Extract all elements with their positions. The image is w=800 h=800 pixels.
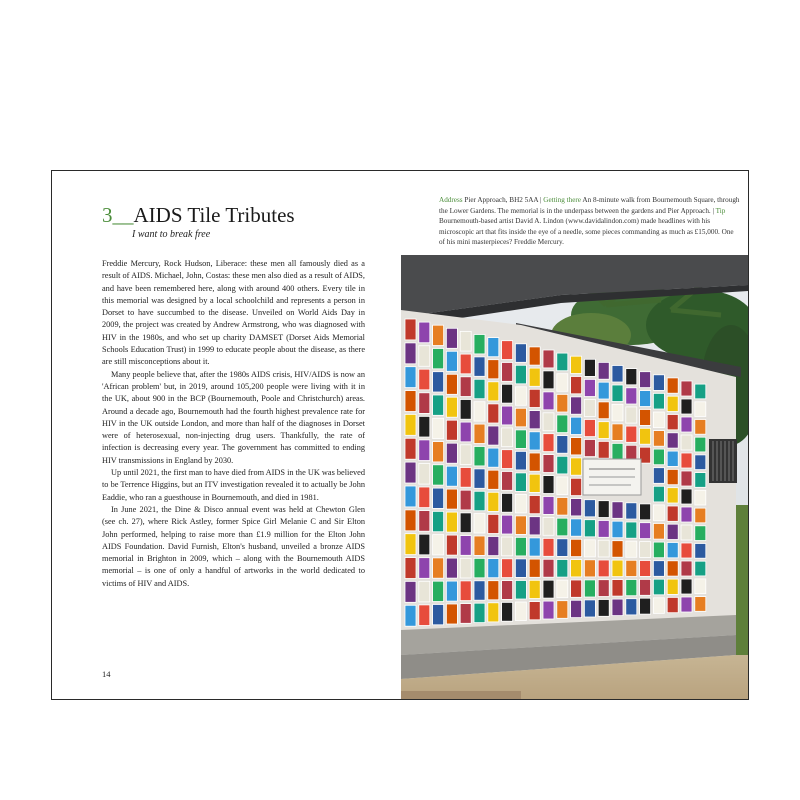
memorial-tile <box>515 559 526 578</box>
memorial-tile <box>653 561 664 577</box>
memorial-tile <box>681 471 692 486</box>
memorial-tile <box>681 597 692 612</box>
memorial-tile <box>515 344 526 363</box>
memorial-tile <box>419 605 430 626</box>
memorial-tile <box>474 558 485 577</box>
memorial-tile <box>598 521 609 538</box>
memorial-tile <box>695 561 706 576</box>
chapter-title-text: AIDS Tile Tributes <box>133 203 295 227</box>
memorial-tile <box>681 525 692 540</box>
memorial-tile <box>419 511 430 532</box>
memorial-tile <box>488 382 499 401</box>
memorial-tile <box>612 366 623 383</box>
memorial-tile <box>653 468 664 484</box>
memorial-tile <box>653 505 664 521</box>
memorial-tile <box>460 400 471 420</box>
memorial-tile <box>502 406 513 425</box>
memorial-tile <box>667 433 678 448</box>
memorial-tile <box>695 544 706 559</box>
address-label: Address <box>439 196 463 204</box>
memorial-tile <box>543 559 554 577</box>
memorial-tile <box>653 393 664 409</box>
memorial-tile <box>626 426 637 442</box>
memorial-tile <box>474 335 485 354</box>
memorial-tile <box>460 490 471 510</box>
memorial-tile <box>667 415 678 430</box>
memorial-tile <box>653 542 664 558</box>
memorial-tile <box>488 514 499 533</box>
memorial-tile <box>598 402 609 419</box>
memorial-tile <box>446 397 457 417</box>
memorial-tile <box>419 393 430 414</box>
memorial-tile <box>405 486 416 507</box>
memorial-tile <box>681 543 692 558</box>
memorial-tile <box>433 511 444 531</box>
memorial-tile <box>446 512 457 532</box>
memorial-tile <box>515 581 526 600</box>
memorial-tile <box>502 537 513 556</box>
memorial-tile <box>640 428 651 444</box>
address-text: Pier Approach, BH2 5AA <box>464 196 539 204</box>
memorial-tile <box>474 491 485 510</box>
memorial-tile <box>667 488 678 503</box>
memorial-tile <box>571 560 582 577</box>
memorial-tile <box>405 462 416 483</box>
memorial-tile <box>695 579 706 594</box>
getting-there-text: An 8-minute walk from Bournemouth Square, through the Lower Gardens. The memorial is in the underpass between the gardens and Pier Approach. <box>439 196 740 215</box>
memorial-tile <box>626 580 637 596</box>
memorial-tile <box>446 581 457 601</box>
memorial-tile <box>557 560 568 578</box>
memorial-tile <box>488 426 499 445</box>
tip-label: Tip <box>715 206 726 215</box>
memorial-tile <box>488 360 499 379</box>
memorial-tile <box>460 354 471 374</box>
memorial-tile <box>460 331 471 351</box>
memorial-tile <box>681 399 692 414</box>
memorial-tile <box>695 420 706 435</box>
memorial-tile <box>681 489 692 504</box>
memorial-tile <box>446 351 457 371</box>
memorial-tile <box>488 470 499 489</box>
memorial-tile <box>653 431 664 447</box>
memorial-tile <box>543 517 554 535</box>
memorial-tile <box>446 558 457 578</box>
memorial-tile <box>488 537 499 556</box>
memorial-tile <box>543 350 554 368</box>
book-spread <box>51 170 749 700</box>
memorial-tile <box>529 389 540 407</box>
memorial-tile <box>488 448 499 467</box>
memorial-tile <box>419 416 430 437</box>
memorial-tile <box>695 384 706 399</box>
memorial-tile <box>543 497 554 515</box>
page-number: 14 <box>102 669 111 679</box>
info-separator: | <box>538 196 544 204</box>
memorial-tile <box>667 597 678 612</box>
memorial-tile <box>529 559 540 577</box>
memorial-tile <box>515 430 526 449</box>
memorial-tile <box>460 604 471 624</box>
memorial-tile <box>612 521 623 538</box>
memorial-tile <box>557 477 568 495</box>
memorial-tile <box>460 513 471 533</box>
memorial-tile <box>446 466 457 486</box>
memorial-tile <box>626 522 637 538</box>
memorial-tile <box>502 493 513 512</box>
memorial-tile <box>695 402 706 417</box>
memorial-tile <box>626 407 637 423</box>
memorial-tile <box>515 494 526 513</box>
memorial-tile <box>626 369 637 385</box>
memorial-tile <box>626 541 637 557</box>
memorial-tile <box>612 502 623 519</box>
left-page <box>52 171 401 699</box>
memorial-tile <box>557 415 568 433</box>
memorial-tile <box>598 560 609 577</box>
memorial-tile <box>460 377 471 397</box>
memorial-tile <box>460 536 471 556</box>
memorial-tile <box>640 391 651 407</box>
memorial-tile <box>584 560 595 577</box>
memorial-tile <box>681 453 692 468</box>
memorial-tile <box>584 420 595 437</box>
memorial-tile <box>571 458 582 475</box>
memorial-tile <box>543 580 554 598</box>
memorial-tile <box>405 558 416 579</box>
memorial-tile <box>612 599 623 616</box>
memorial-tile <box>681 507 692 522</box>
memorial-tile <box>667 543 678 558</box>
chapter-separator: __ <box>112 203 134 227</box>
memorial-tile <box>405 343 416 364</box>
memorial-tile <box>612 385 623 402</box>
memorial-tile <box>640 523 651 539</box>
memorial-tile <box>474 447 485 466</box>
memorial-tile <box>612 541 623 558</box>
memorial-tile <box>695 508 706 523</box>
memorial-tile <box>419 464 430 485</box>
memorial-tile <box>584 600 595 617</box>
memorial-tile <box>405 510 416 531</box>
memorial-tile <box>543 455 554 473</box>
memorial-tile <box>598 540 609 557</box>
memorial-tile <box>529 368 540 386</box>
memorial-tile <box>446 489 457 509</box>
memorial-tile <box>695 526 706 541</box>
memorial-tile <box>557 374 568 392</box>
memorial-tile <box>433 395 444 415</box>
memorial-tile <box>515 516 526 535</box>
memorial-tile <box>502 384 513 403</box>
memorial-tile <box>502 472 513 491</box>
memorial-tile <box>584 379 595 396</box>
memorial-tile <box>640 561 651 577</box>
info-box <box>401 171 748 255</box>
memorial-tile <box>640 598 651 614</box>
memorial-tile <box>419 322 430 343</box>
memorial-tile <box>433 558 444 578</box>
memorial-tile <box>446 328 457 348</box>
memorial-tile <box>502 341 513 360</box>
memorial-tile <box>515 451 526 470</box>
memorial-tile <box>571 499 582 516</box>
getting-there-label: Getting there <box>543 196 582 204</box>
memorial-tile <box>419 558 430 579</box>
memorial-tile <box>557 539 568 557</box>
memorial-tile <box>584 440 595 457</box>
memorial-tile <box>502 363 513 382</box>
chapter-number: 3 <box>102 203 113 227</box>
memorial-tile <box>433 581 444 601</box>
memorial-tile <box>529 411 540 429</box>
memorial-tile <box>502 602 513 621</box>
memorial-tile <box>640 579 651 595</box>
memorial-tile <box>667 469 678 484</box>
memorial-tile <box>446 535 457 555</box>
memorial-tile <box>612 560 623 577</box>
memorial-tile <box>405 605 416 626</box>
memorial-tile <box>529 602 540 620</box>
memorial-tile <box>529 580 540 598</box>
memorial-tile <box>419 440 430 461</box>
memorial-tile <box>653 524 664 540</box>
memorial-tile <box>405 391 416 412</box>
memorial-tile <box>502 450 513 469</box>
memorial-tile <box>557 498 568 516</box>
memorial-tile <box>557 580 568 598</box>
memorial-tile <box>515 365 526 384</box>
memorial-tile <box>626 599 637 615</box>
memorial-tile <box>515 602 526 621</box>
info-separator: | <box>710 206 716 215</box>
memorial-tile <box>557 518 568 536</box>
memorial-tile <box>598 441 609 458</box>
memorial-tile <box>584 500 595 517</box>
memorial-tile <box>502 581 513 600</box>
memorial-tile <box>405 438 416 459</box>
memorial-tile <box>584 580 595 597</box>
memorial-tile <box>474 514 485 533</box>
tip-text: Bournemouth-based artist David A. Lindon (www.davidalindon.com) made headlines with his microscopic art that fits inside the eye of a needle, some pieces commanding as much as £15,000. One of his mini masterpieces? Freddie Mercury. <box>439 217 734 247</box>
memorial-tile <box>571 478 582 495</box>
memorial-tile <box>446 420 457 440</box>
memorial-tile <box>571 539 582 556</box>
memorial-tile <box>474 469 485 488</box>
right-page <box>401 171 748 699</box>
memorial-tile <box>433 488 444 508</box>
memorial-tile <box>598 580 609 597</box>
memorial-tile <box>571 356 582 373</box>
memorial-tile <box>405 414 416 435</box>
memorial-tile <box>695 473 706 488</box>
memorial-tile <box>460 445 471 465</box>
memorial-tile <box>612 424 623 441</box>
memorial-tile <box>557 601 568 619</box>
memorial-tile <box>598 362 609 379</box>
memorial-tile <box>667 524 678 539</box>
memorial-tile <box>571 600 582 617</box>
memorial-tile <box>640 504 651 520</box>
memorial-tile <box>446 374 457 394</box>
memorial-tile <box>598 382 609 399</box>
memorial-tile <box>529 347 540 365</box>
memorial-tile <box>571 438 582 455</box>
memorial-tile <box>488 559 499 578</box>
memorial-tile <box>653 579 664 595</box>
paragraph-3: Up until 2021, the first man to have died from AIDS in the UK was believed to be Terrence Higgins, but an ITV investigation revealed it to actually be John Eaddie, who ran a guesthouse in Bournemouth, and died in 1981. <box>102 468 365 502</box>
memorial-tile <box>681 561 692 576</box>
memorial-tile <box>681 579 692 594</box>
memorial-tile <box>405 319 416 340</box>
memorial-tile <box>653 412 664 428</box>
memorial-tile <box>419 581 430 602</box>
memorial-tile <box>433 442 444 462</box>
memorial-tile <box>529 453 540 471</box>
memorial-tile <box>653 486 664 502</box>
memorial-tile <box>695 455 706 470</box>
memorial-tile <box>543 371 554 389</box>
paragraph-1: Freddie Mercury, Rock Hudson, Liberace: these men all famously died as a result of AIDS. Michael, John, Costas: these men also died as a result of AIDS, and have been remembered here, along with around 400 others. Every tile in this memorial was designed by a local schoolchild and represents a person in Dorset to have succumbed to the disease. Unveiled on World Aids Day in 2009, the project was created by Andrew Armstrong, who was diagnosed with HIV in the 1980s, and who set up charity DAMSET (Dorset Aids Memorial Schools Education Trust) in 1999 to educate people about the disease, as there are still misconceptions about it. <box>102 259 365 367</box>
memorial-tile <box>584 359 595 376</box>
memorial-tile <box>667 579 678 594</box>
body-text <box>102 258 365 590</box>
memorial-tile <box>460 581 471 601</box>
memorial-tile <box>405 581 416 602</box>
memorial-tile <box>557 394 568 412</box>
memorial-tile <box>640 542 651 558</box>
memorial-tile <box>653 598 664 614</box>
memorial-tile <box>571 377 582 394</box>
memorial-tile <box>502 428 513 447</box>
memorial-tile <box>681 435 692 450</box>
memorial-tile <box>695 490 706 505</box>
memorial-tile <box>529 496 540 514</box>
memorial-tile <box>488 492 499 511</box>
memorial-tile <box>598 422 609 439</box>
memorial-tile <box>433 372 444 392</box>
memorial-tile <box>515 408 526 427</box>
memorial-tile <box>695 597 706 612</box>
memorial-tile <box>474 357 485 376</box>
memorial-tile <box>529 538 540 556</box>
memorial-tile <box>543 601 554 619</box>
memorial-tile <box>667 378 678 393</box>
memorial-tile <box>667 451 678 466</box>
memorial-tile <box>488 404 499 423</box>
memorial-tile <box>557 456 568 474</box>
memorial-tile <box>502 559 513 578</box>
memorial-tile <box>433 465 444 485</box>
memorial-tile <box>543 392 554 410</box>
memorial-tile <box>640 410 651 426</box>
memorial-tile <box>460 422 471 442</box>
memorial-tile <box>612 443 623 460</box>
memorial-tile <box>529 517 540 535</box>
memorial-tile <box>474 603 485 622</box>
memorial-tile <box>488 603 499 622</box>
memorial-tile <box>584 540 595 557</box>
memorial-tile <box>598 501 609 518</box>
memorial-tile <box>653 375 664 391</box>
memorial-tile <box>681 381 692 396</box>
memorial-tile <box>571 397 582 414</box>
memorial-tile <box>433 535 444 555</box>
memorial-tile <box>529 432 540 450</box>
memorial-tile <box>626 560 637 576</box>
memorial-tile <box>446 604 457 624</box>
memorial-tile <box>474 536 485 555</box>
memorial-tile <box>474 379 485 398</box>
memorial-tile <box>460 468 471 488</box>
memorial-tile <box>433 605 444 625</box>
memorial-tile <box>405 534 416 555</box>
memorial-tile <box>667 506 678 521</box>
chapter-subtitle: I want to break free <box>132 229 211 240</box>
memorial-photo <box>401 255 748 699</box>
memorial-tile <box>419 534 430 555</box>
memorial-tile <box>681 417 692 432</box>
memorial-tile <box>626 388 637 404</box>
memorial-tile <box>557 436 568 454</box>
memorial-tile <box>543 413 554 431</box>
memorial-tile <box>405 367 416 388</box>
memorial-tile <box>612 580 623 597</box>
paragraph-4: In June 2021, the Dine & Disco annual event was held at Chewton Glen (see ch. 27), where Rick Astley, former Spice Girl Melanie C and Sir Elton John performed, helping to raise more than £1.9 million for the Elton John AIDS Foundation. David Furnish, Elton's husband, unveiled a bronze AIDS memorial in Brighton in 2009, which – along with the Bournemouth AIDS memorial – is one of only a handful of artworks in the world dedicated to victims of HIV and AIDS. <box>102 504 365 588</box>
memorial-tile <box>571 417 582 434</box>
memorial-tile <box>584 520 595 537</box>
memorial-tile <box>543 434 554 452</box>
chapter-title <box>102 203 295 228</box>
memorial-tile <box>584 399 595 416</box>
memorial-tile <box>502 515 513 534</box>
memorial-tile <box>667 396 678 411</box>
memorial-tile <box>571 580 582 597</box>
paragraph-2: Many people believe that, after the 1980s AIDS crisis, HIV/AIDS is now an 'African problem' but, in 2019, around 105,200 people were living with it in the UK, about 900 in the BCP (Bournemouth, Poole and Christchurch) areas. Around a decade ago, Bournemouth had the fourth highest prevalence rate for HIV in the UK outside London, and more than half of the diagnoses in Dorset were of heterosexual, non-injecting drug users. Thankfully, the rate of infection is decreasing every year. The government has committed to ending HIV transmissions in England by 2030. <box>102 369 365 465</box>
memorial-tile <box>488 581 499 600</box>
memorial-tile <box>543 476 554 494</box>
memorial-tile <box>446 443 457 463</box>
memorial-tile <box>640 372 651 388</box>
memorial-tile <box>598 600 609 617</box>
memorial-tile <box>433 349 444 369</box>
memorial-tile <box>419 487 430 508</box>
memorial-tile <box>515 387 526 406</box>
memorial-tile <box>460 558 471 578</box>
memorial-tile <box>695 437 706 452</box>
memorial-tile <box>474 581 485 600</box>
memorial-tile <box>433 418 444 438</box>
memorial-tile <box>419 346 430 367</box>
memorial-tile <box>557 353 568 371</box>
memorial-tile <box>515 473 526 492</box>
memorial-tile <box>529 474 540 492</box>
memorial-tile <box>571 519 582 536</box>
memorial-tile <box>612 404 623 421</box>
memorial-tile <box>626 503 637 519</box>
memorial-tile <box>474 402 485 421</box>
memorial-tile <box>474 424 485 443</box>
memorial-tile <box>515 537 526 556</box>
memorial-tile <box>488 338 499 357</box>
memorial-tile <box>543 538 554 556</box>
memorial-tile <box>419 369 430 390</box>
memorial-tile <box>653 449 664 465</box>
memorial-tile <box>433 325 444 345</box>
memorial-tile <box>667 561 678 576</box>
